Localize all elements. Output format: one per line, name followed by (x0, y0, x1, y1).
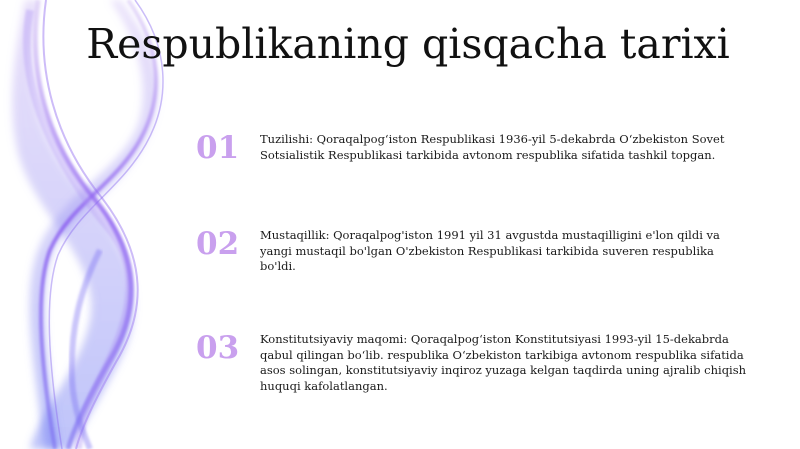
list-item (190, 328, 750, 408)
item-text: Konstitutsiyaviy maqomi: Qoraqalpog‘iston Konstitutsiyasi 1993-yil 15-dekabrda qabul qilingan bo‘lib. respublika O‘zbekiston tarkibiga avtonom respublika sifatida asos solingan, konstitutsiyaviy inqiroz yuzaga kelgan taqdirda uning ajralib chiqish huquqi kafolatlangan. (260, 332, 747, 393)
item-number: 01 (196, 130, 240, 166)
item-text: Mustaqillik: Qoraqalpog'iston 1991 yil 31 avgustda mustaqilligini e'lon qildi va yangi mustaqil bo'lgan O'zbekiston Respublikasi tarkibida suveren respublika bo'ldi. (260, 228, 720, 273)
list-item (190, 128, 750, 208)
item-number: 02 (196, 226, 240, 262)
list-item (190, 224, 750, 304)
item-text: Tuzilishi: Qoraqalpog‘iston Respublikasi 1936-yil 5-dekabrda O‘zbekiston Sovet Sotsialistik Respublikasi tarkibida avtonom respublika sifatida tashkil topgan. (260, 132, 725, 162)
item-number: 03 (196, 330, 240, 366)
page-title: Respublikaning qisqacha tarixi (86, 20, 730, 68)
